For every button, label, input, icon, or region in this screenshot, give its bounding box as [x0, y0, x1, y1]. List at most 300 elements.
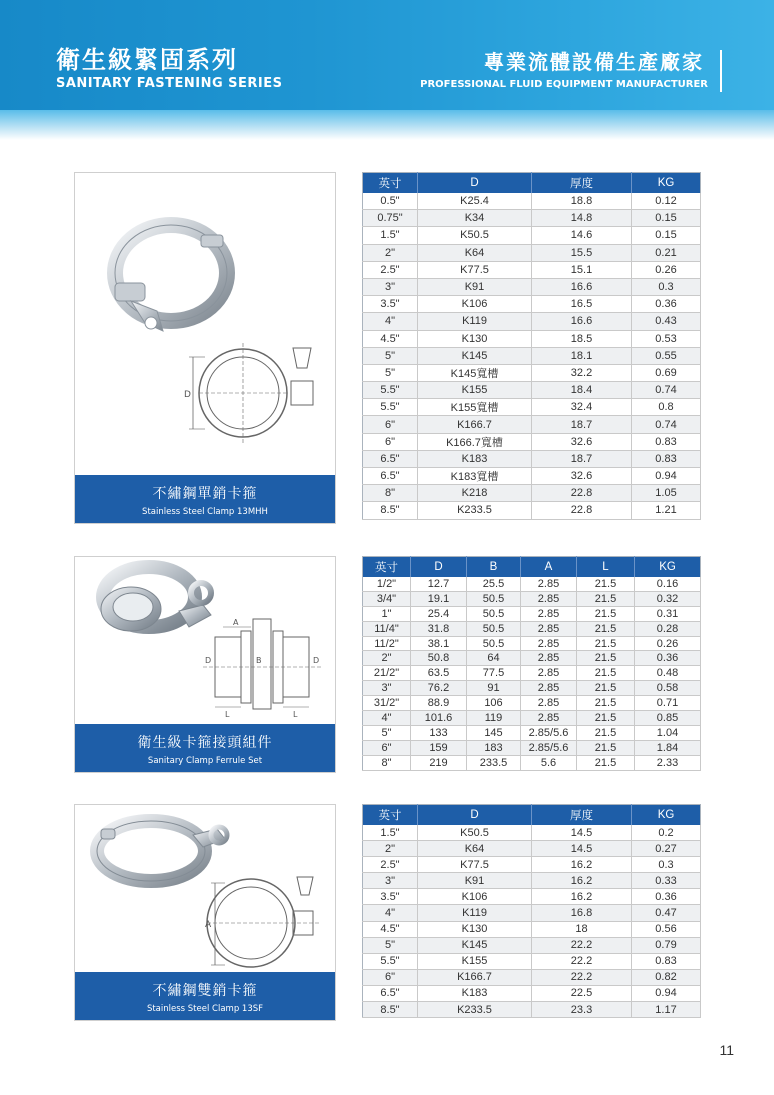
ferrule-set-technical-drawing	[203, 618, 323, 719]
table-cell: 4.5"	[363, 330, 418, 347]
table-cell: K233.5	[418, 1002, 532, 1018]
table-row	[363, 347, 701, 364]
table-cell: 2.85	[521, 606, 577, 621]
table-cell: K183	[418, 985, 532, 1001]
table-row	[363, 953, 701, 969]
table-cell: 0.3	[632, 278, 701, 295]
single-pin-clamp-illustration	[75, 173, 335, 475]
table-row	[363, 873, 701, 889]
table-cell: 16.2	[532, 873, 632, 889]
table-cell: 2.85	[521, 577, 577, 591]
table-cell: 21.5	[577, 651, 635, 666]
table-cell: 21.5	[577, 666, 635, 681]
table-cell: 0.82	[632, 969, 701, 985]
table-cell: 16.2	[532, 857, 632, 873]
table-cell: 50.8	[411, 651, 467, 666]
table-row	[363, 278, 701, 295]
table-cell: 0.94	[632, 468, 701, 485]
table-cell: 0.94	[632, 985, 701, 1001]
header-divider	[720, 50, 722, 92]
table-cell: 32.6	[532, 468, 632, 485]
table-cell: K64	[418, 244, 532, 261]
table-cell: K106	[418, 889, 532, 905]
table-cell: 6"	[363, 416, 418, 433]
table-row	[363, 193, 701, 210]
table-cell: 2"	[363, 244, 418, 261]
product-caption	[75, 724, 335, 772]
spec-table-single-pin-clamp	[362, 172, 701, 520]
table-row	[363, 651, 701, 666]
table-cell: 14.6	[532, 227, 632, 244]
clamp-technical-drawing	[184, 343, 313, 443]
table-cell: K130	[418, 921, 532, 937]
table-cell: 1.21	[632, 502, 701, 519]
table-row	[363, 621, 701, 636]
table-cell: 6"	[363, 969, 418, 985]
table-cell: 0.33	[632, 873, 701, 889]
table-cell: 0.74	[632, 382, 701, 399]
table-cell: 12.7	[411, 577, 467, 591]
column-header: KG	[632, 173, 701, 194]
table-cell: 0.32	[635, 591, 701, 606]
table-row	[363, 606, 701, 621]
table-row	[363, 313, 701, 330]
table-cell: 2.85	[521, 696, 577, 711]
table-row	[363, 825, 701, 841]
double-pin-clamp-technical-drawing	[205, 877, 319, 967]
table-cell: 3.5"	[363, 296, 418, 313]
table-cell: 50.5	[467, 636, 521, 651]
table-cell: 21.5	[577, 711, 635, 726]
table-row	[363, 382, 701, 399]
table-cell: 1.05	[632, 485, 701, 502]
column-header: D	[418, 173, 532, 194]
table-cell: 63.5	[411, 666, 467, 681]
table-cell: 21.5	[577, 725, 635, 740]
table-cell: 22.5	[532, 985, 632, 1001]
table-cell: 31.8	[411, 621, 467, 636]
table-cell: 50.5	[467, 606, 521, 621]
table-cell: 18.5	[532, 330, 632, 347]
table-cell: 32.6	[532, 433, 632, 450]
table-cell: 0.69	[632, 364, 701, 381]
table-cell: K119	[418, 905, 532, 921]
table-cell: 1.5"	[363, 825, 418, 841]
table-cell: 3"	[363, 278, 418, 295]
table-row	[363, 937, 701, 953]
table-cell: 23.3	[532, 1002, 632, 1018]
table-cell: 14.8	[532, 210, 632, 227]
table-row	[363, 296, 701, 313]
table-cell: 21.5	[577, 681, 635, 696]
table-cell: 5.5"	[363, 399, 418, 416]
table-cell: 0.36	[635, 651, 701, 666]
table-cell: K155	[418, 382, 532, 399]
header-fade	[0, 110, 774, 140]
product-card-single-pin-clamp	[74, 172, 336, 524]
table-row	[363, 905, 701, 921]
table-cell: 0.21	[632, 244, 701, 261]
table-cell: 25.4	[411, 606, 467, 621]
series-title-cn: 衛生級緊固系列	[56, 46, 238, 74]
column-header: L	[577, 557, 635, 578]
table-cell: K50.5	[418, 825, 532, 841]
table-row	[363, 969, 701, 985]
dimension-d-right-label: D	[313, 656, 320, 665]
table-cell: 101.6	[411, 711, 467, 726]
table-cell: 0.85	[635, 711, 701, 726]
table-row	[363, 889, 701, 905]
table-cell: 2.85	[521, 681, 577, 696]
table-cell: 5"	[363, 937, 418, 953]
table-cell: 22.2	[532, 953, 632, 969]
table-cell: K50.5	[418, 227, 532, 244]
table-cell: 19.1	[411, 591, 467, 606]
column-header: 英寸	[363, 557, 411, 578]
table-cell: 3/4"	[363, 591, 411, 606]
product-name-en: Stainless Steel Clamp 13SF	[146, 1004, 264, 1014]
table-cell: 6.5"	[363, 450, 418, 467]
table-cell: 8.5"	[363, 502, 418, 519]
table-cell: K106	[418, 296, 532, 313]
table-cell: 0.53	[632, 330, 701, 347]
table-cell: 0.27	[632, 841, 701, 857]
table-row	[363, 210, 701, 227]
table-row	[363, 433, 701, 450]
table-cell: 5"	[363, 364, 418, 381]
table-cell: K166.7	[418, 969, 532, 985]
table-cell: 2.33	[635, 755, 701, 770]
slogan-cn: 專業流體設備生產廠家	[484, 50, 704, 74]
table-cell: 2.85	[521, 636, 577, 651]
table-row	[363, 725, 701, 740]
table-cell: 159	[411, 740, 467, 755]
table-cell: 21.5	[577, 740, 635, 755]
table-cell: 11/2"	[363, 636, 411, 651]
spec-table-double-pin-clamp	[362, 804, 701, 1018]
product-card-clamp-ferrule-set	[74, 556, 336, 773]
dimension-d-label: D	[184, 390, 191, 400]
table-cell: 5.5"	[363, 953, 418, 969]
table-cell: 0.5"	[363, 193, 418, 210]
table-cell: 22.2	[532, 937, 632, 953]
table-row	[363, 399, 701, 416]
product-name-cn: 不繡鋼單銷卡箍	[152, 486, 258, 502]
table-cell: K145	[418, 347, 532, 364]
dimension-a-label: A	[233, 618, 239, 627]
table-header-row	[363, 805, 701, 826]
column-header: D	[418, 805, 532, 826]
table-cell: 0.26	[635, 636, 701, 651]
dimension-l-left-label: L	[225, 710, 230, 719]
table-cell: 1.04	[635, 725, 701, 740]
page-number: 11	[719, 1042, 734, 1058]
table-cell: 0.43	[632, 313, 701, 330]
page-header	[0, 0, 774, 140]
table-cell: 2.85	[521, 711, 577, 726]
table-cell: K233.5	[418, 502, 532, 519]
table-row	[363, 841, 701, 857]
table-cell: 3"	[363, 873, 418, 889]
table-cell: 119	[467, 711, 521, 726]
table-cell: K183寬槽	[418, 468, 532, 485]
table-cell: 8.5"	[363, 1002, 418, 1018]
table-cell: 2.85	[521, 651, 577, 666]
table-cell: 21.5	[577, 755, 635, 770]
table-row	[363, 330, 701, 347]
table-row	[363, 468, 701, 485]
table-cell: 32.4	[532, 399, 632, 416]
table-cell: 0.26	[632, 261, 701, 278]
table-cell: 21.5	[577, 591, 635, 606]
product-caption	[75, 972, 335, 1020]
table-cell: 0.2	[632, 825, 701, 841]
table-row	[363, 261, 701, 278]
table-cell: 1.17	[632, 1002, 701, 1018]
table-cell: 5"	[363, 725, 411, 740]
table-row	[363, 921, 701, 937]
table-cell: 1"	[363, 606, 411, 621]
column-header: A	[521, 557, 577, 578]
table-cell: 233.5	[467, 755, 521, 770]
table-cell: 5.5"	[363, 382, 418, 399]
table-cell: 0.71	[635, 696, 701, 711]
dimension-a-label: A	[205, 920, 212, 930]
series-title-en: SANITARY FASTENING SERIES	[56, 76, 283, 91]
column-header: KG	[632, 805, 701, 826]
table-cell: 22.8	[532, 502, 632, 519]
table-cell: K155寬槽	[418, 399, 532, 416]
table-row	[363, 577, 701, 591]
table-cell: 2"	[363, 651, 411, 666]
table-row	[363, 681, 701, 696]
table-cell: 50.5	[467, 621, 521, 636]
table-cell: K166.7	[418, 416, 532, 433]
table-cell: 25.5	[467, 577, 521, 591]
table-cell: 0.83	[632, 433, 701, 450]
table-cell: K183	[418, 450, 532, 467]
table-cell: 6.5"	[363, 985, 418, 1001]
table-cell: K119	[418, 313, 532, 330]
table-row	[363, 227, 701, 244]
table-cell: 88.9	[411, 696, 467, 711]
table-cell: 11/4"	[363, 621, 411, 636]
table-cell: 3.5"	[363, 889, 418, 905]
table-cell: 18.1	[532, 347, 632, 364]
double-pin-clamp-photo	[97, 821, 227, 881]
table-cell: 0.48	[635, 666, 701, 681]
product-caption	[75, 475, 335, 523]
column-header: D	[411, 557, 467, 578]
table-cell: K34	[418, 210, 532, 227]
table-row	[363, 985, 701, 1001]
table-cell: 0.15	[632, 210, 701, 227]
table-cell: 133	[411, 725, 467, 740]
table-row	[363, 696, 701, 711]
table-cell: 38.1	[411, 636, 467, 651]
table-cell: 0.79	[632, 937, 701, 953]
table-cell: 0.55	[632, 347, 701, 364]
table-cell: 91	[467, 681, 521, 696]
table-cell: 2.5"	[363, 857, 418, 873]
table-row	[363, 857, 701, 873]
table-cell: 16.6	[532, 313, 632, 330]
table-cell: 0.58	[635, 681, 701, 696]
table-cell: 15.1	[532, 261, 632, 278]
table-cell: 4"	[363, 313, 418, 330]
table-cell: 18.7	[532, 416, 632, 433]
table-cell: 18.4	[532, 382, 632, 399]
table-cell: 77.5	[467, 666, 521, 681]
table-cell: 0.8	[632, 399, 701, 416]
table-cell: 18	[532, 921, 632, 937]
table-cell: 14.5	[532, 841, 632, 857]
table-cell: 18.8	[532, 193, 632, 210]
column-header: 英寸	[363, 805, 418, 826]
table-cell: 0.47	[632, 905, 701, 921]
table-cell: 31/2"	[363, 696, 411, 711]
table-cell: 0.56	[632, 921, 701, 937]
table-cell: 1.84	[635, 740, 701, 755]
spec-table-clamp-ferrule-set	[362, 556, 701, 771]
table-cell: 2.85	[521, 621, 577, 636]
table-cell: 0.83	[632, 953, 701, 969]
table-cell: 0.15	[632, 227, 701, 244]
table-cell: 0.3	[632, 857, 701, 873]
table-cell: 145	[467, 725, 521, 740]
clamp-ferrule-set-illustration	[75, 557, 335, 724]
table-cell: 219	[411, 755, 467, 770]
column-header: KG	[635, 557, 701, 578]
table-cell: 4.5"	[363, 921, 418, 937]
double-pin-clamp-illustration	[75, 805, 335, 972]
ferrule-set-photo	[101, 567, 211, 631]
table-row	[363, 502, 701, 519]
table-row	[363, 740, 701, 755]
table-cell: 22.8	[532, 485, 632, 502]
clamp-photo	[115, 225, 227, 331]
table-row	[363, 755, 701, 770]
product-name-en: Stainless Steel Clamp 13MHH	[142, 507, 268, 517]
table-header-row	[363, 557, 701, 578]
table-cell: K218	[418, 485, 532, 502]
table-cell: K91	[418, 278, 532, 295]
table-cell: 6.5"	[363, 468, 418, 485]
table-cell: K130	[418, 330, 532, 347]
table-cell: K166.7寬槽	[418, 433, 532, 450]
table-cell: 0.36	[632, 296, 701, 313]
table-cell: 2.5"	[363, 261, 418, 278]
table-cell: 16.5	[532, 296, 632, 313]
table-cell: 6"	[363, 433, 418, 450]
table-cell: 0.31	[635, 606, 701, 621]
table-cell: 21/2"	[363, 666, 411, 681]
column-header: 英寸	[363, 173, 418, 194]
table-cell: 16.6	[532, 278, 632, 295]
table-cell: 4"	[363, 905, 418, 921]
table-cell: 0.12	[632, 193, 701, 210]
table-cell: 64	[467, 651, 521, 666]
table-cell: 0.16	[635, 577, 701, 591]
table-row	[363, 450, 701, 467]
product-name-cn: 不繡鋼雙銷卡箍	[152, 983, 258, 999]
table-cell: 15.5	[532, 244, 632, 261]
table-cell: 183	[467, 740, 521, 755]
table-cell: 32.2	[532, 364, 632, 381]
table-cell: 2.85	[521, 666, 577, 681]
table-cell: 5.6	[521, 755, 577, 770]
table-row	[363, 364, 701, 381]
table-cell: 0.83	[632, 450, 701, 467]
table-cell: K145寬槽	[418, 364, 532, 381]
table-cell: 21.5	[577, 636, 635, 651]
dimension-l-right-label: L	[293, 710, 298, 719]
table-cell: 0.28	[635, 621, 701, 636]
column-header: 厚度	[532, 805, 632, 826]
dimension-b-label: B	[256, 656, 262, 665]
table-cell: 21.5	[577, 606, 635, 621]
table-cell: 21.5	[577, 621, 635, 636]
table-row	[363, 1002, 701, 1018]
table-cell: 16.2	[532, 889, 632, 905]
table-row	[363, 711, 701, 726]
table-cell: 3"	[363, 681, 411, 696]
product-name-en: Sanitary Clamp Ferrule Set	[147, 756, 263, 766]
table-cell: 21.5	[577, 696, 635, 711]
table-cell: K91	[418, 873, 532, 889]
table-cell: 5"	[363, 347, 418, 364]
table-cell: 2.85/5.6	[521, 725, 577, 740]
table-header-row	[363, 173, 701, 194]
product-card-double-pin-clamp	[74, 804, 336, 1021]
column-header: 厚度	[532, 173, 632, 194]
table-cell: K77.5	[418, 857, 532, 873]
table-cell: 14.5	[532, 825, 632, 841]
dimension-d-left-label: D	[205, 656, 212, 665]
table-row	[363, 636, 701, 651]
table-cell: 0.74	[632, 416, 701, 433]
table-cell: 1.5"	[363, 227, 418, 244]
table-cell: K155	[418, 953, 532, 969]
table-cell: 22.2	[532, 969, 632, 985]
table-cell: 8"	[363, 755, 411, 770]
table-row	[363, 591, 701, 606]
table-cell: 16.8	[532, 905, 632, 921]
table-row	[363, 244, 701, 261]
product-name-cn: 衛生級卡箍接頭組件	[137, 735, 273, 751]
table-cell: 21.5	[577, 577, 635, 591]
table-cell: K64	[418, 841, 532, 857]
table-cell: K145	[418, 937, 532, 953]
table-cell: 50.5	[467, 591, 521, 606]
table-row	[363, 485, 701, 502]
table-cell: 1/2"	[363, 577, 411, 591]
table-cell: 0.36	[632, 889, 701, 905]
table-cell: 4"	[363, 711, 411, 726]
table-cell: K25.4	[418, 193, 532, 210]
table-cell: 8"	[363, 485, 418, 502]
slogan-en: PROFESSIONAL FLUID EQUIPMENT MANUFACTURER	[420, 79, 708, 90]
table-cell: 76.2	[411, 681, 467, 696]
table-cell: 0.75"	[363, 210, 418, 227]
column-header: B	[467, 557, 521, 578]
table-cell: 2.85/5.6	[521, 740, 577, 755]
table-row	[363, 666, 701, 681]
table-cell: 2"	[363, 841, 418, 857]
table-cell: K77.5	[418, 261, 532, 278]
table-cell: 2.85	[521, 591, 577, 606]
table-cell: 6"	[363, 740, 411, 755]
